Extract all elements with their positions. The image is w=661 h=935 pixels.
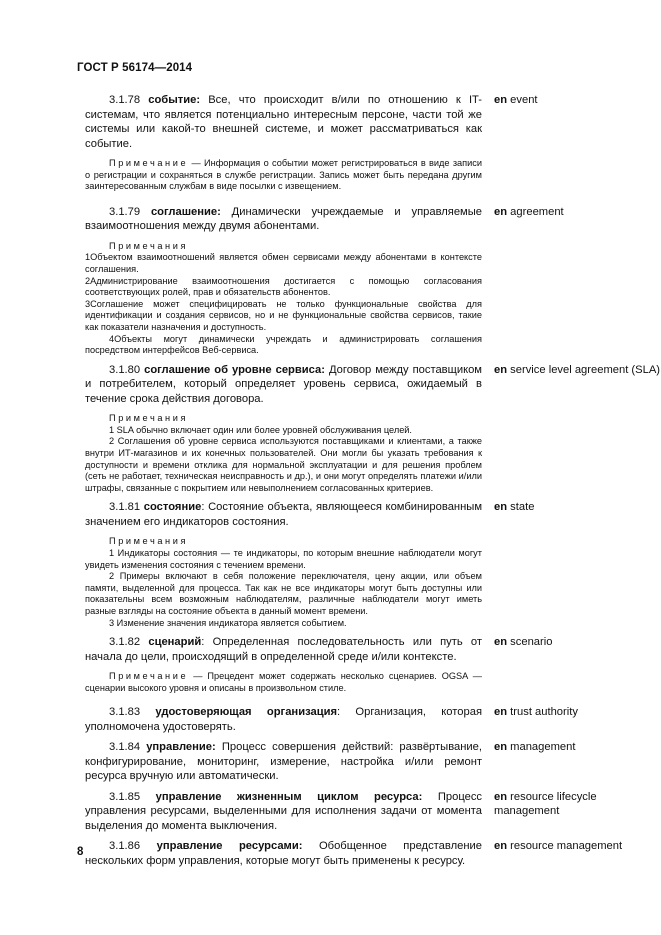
term: состояние bbox=[143, 501, 202, 514]
note-item: 2Администрирование взаимоотношения достигается с помощью согласования соответствующих ролей, прав и обязательств абонентов. bbox=[85, 275, 482, 298]
term: управление ресурсами: bbox=[156, 840, 303, 853]
term: удостоверяющая организация bbox=[155, 706, 337, 719]
english-equivalent: en agreement bbox=[494, 205, 564, 218]
definition: 3.1.85 управление жизненным циклом ресурса: Процесс управления ресурсами, выделенными для исполнения задачи от момента выделения до момента выключения. bbox=[85, 790, 483, 832]
definition: 3.1.80 соглашение об уровне сервиса: Договор между поставщиком и потребителем, который определяет уровень сервиса, ожидаемый в течение срока действия договора. bbox=[85, 363, 483, 405]
english-equivalent: en event bbox=[494, 94, 538, 106]
note-item: 4Объекты могут динамически учреждать и администрировать соглашения посредством интерфейсов Веб-сервиса. bbox=[85, 333, 482, 356]
term-entry-3-1-84 bbox=[85, 740, 661, 784]
english-equivalent: en resource lifecycle management bbox=[494, 790, 597, 818]
term: соглашение об уровне сервиса: bbox=[144, 363, 325, 376]
standard-header: ГОСТ Р 56174—2014 bbox=[77, 62, 193, 74]
term: управление: bbox=[146, 741, 216, 754]
note-item: 3 Изменение значения индикатора является событием. bbox=[109, 617, 347, 628]
note-item: 1 SLA обычно включает один или более уровней обслуживания целей. bbox=[109, 424, 412, 435]
english-equivalent: en state bbox=[494, 501, 535, 514]
terms-list bbox=[85, 93, 661, 868]
note-item: 3Соглашение может специфицировать не только функциональные свойства для идентификации и создания сервисов, но и не функциональные свойства сервисов, такие как показатели назначения и доступность. bbox=[85, 298, 482, 332]
term-entry-3-1-82 bbox=[85, 635, 661, 694]
note: Примечание — Информация о событии может регистрироваться в виде записи о регистрации и сохраняться в службе регистрации. Запись может быть передана другим заинтересованным службам в виде посылки с извещением. bbox=[85, 158, 482, 192]
note-item: 2 Примеры включают в себя положение переключателя, цену акции, или объем памяти, выделенной для процесса. Так как не все индикаторы могут быть доступны или показательны всем возможным наблюдателям, различные наблюдатели могут иметь разные взгляды на состояние объекта в данный момент времени. bbox=[85, 571, 482, 616]
term-entry-3-1-80 bbox=[85, 363, 661, 495]
term: событие: bbox=[148, 94, 201, 106]
definition: 3.1.78 событие: Все, что происходит в/или по отношению к IT-системам, что является потенциально интересным персоне, части той же системы или какой-то внешней системе, и может рассматриваться как событие. bbox=[85, 94, 482, 150]
english-equivalent: en management bbox=[494, 741, 576, 754]
definition: 3.1.79 соглашение: Динамически учреждаемые и управляемые взаимоотношения между двумя абонентами. bbox=[85, 205, 483, 233]
english-equivalent: en trust authority bbox=[494, 706, 578, 719]
term: управление жизненным циклом ресурса: bbox=[155, 790, 423, 803]
term-entry-3-1-86 bbox=[85, 839, 661, 868]
definition: 3.1.82 сценарий: Определенная последовательность или путь от начала до цели, происходящий в определенной среде и/или контексте. bbox=[85, 636, 482, 663]
notes-heading: Примечания bbox=[109, 240, 189, 251]
definition: 3.1.83 удостоверяющая организация: Организация, которая уполномочена удостоверять. bbox=[85, 706, 483, 733]
term-entry-3-1-81 bbox=[85, 500, 661, 629]
definition: 3.1.84 управление: Процесс совершения действий: развёртывание, конфигурирование, мониторинг, измерение, настройка и/или ремонт ресурса вручную или автоматически. bbox=[85, 741, 482, 783]
english-equivalent: en service level agreement (SLA) bbox=[494, 363, 661, 376]
note-item: 1Объектом взаимоотношений является обмен сервисами между абонентами в контексте соглашения. bbox=[85, 252, 482, 274]
definition: 3.1.81 состояние: Состояние объекта, являющееся комбинированным значением его индикаторов состояния. bbox=[85, 501, 483, 528]
term-entry-3-1-79 bbox=[85, 205, 661, 357]
term-entry-3-1-78 bbox=[85, 93, 661, 193]
notes-heading: Примечания bbox=[109, 413, 189, 424]
note-item: 2 Соглашения об уровне сервиса используются поставщиками и клиентами, а также внутри ИТ-магазинов и их конечных пользователей. Они могли бы указать требования к доступности и времени отклика для нормальной эксплуатации и для решения проблем (сеть не работает, техническая неисправность и др.), и они могут определять платежи и/или штрафы, связанные с покрытием или невыполнением согласованных критериев. bbox=[85, 436, 482, 493]
page-number: 8 bbox=[77, 846, 84, 858]
english-equivalent: en resource management bbox=[494, 840, 623, 853]
term-entry-3-1-85 bbox=[85, 790, 661, 834]
definition: 3.1.86 управление ресурсами: Обобщенное представление нескольких форм управления, которые могут быть применены к ресурсу. bbox=[85, 840, 482, 867]
english-equivalent: en scenario bbox=[494, 636, 553, 649]
note: Примечание — Прецедент может содержать несколько сценариев. OGSA — сценарии высокого уровня и описаны в произвольном стиле. bbox=[85, 671, 482, 693]
notes-heading: Примечания bbox=[109, 536, 189, 547]
term-entry-3-1-83 bbox=[85, 705, 661, 734]
term: соглашение: bbox=[150, 205, 221, 218]
term: сценарий bbox=[148, 636, 202, 649]
note-item: 1 Индикаторы состояния — те индикаторы, по которым внешние наблюдатели могут увидеть изменения состояния с течением времени. bbox=[85, 547, 482, 570]
